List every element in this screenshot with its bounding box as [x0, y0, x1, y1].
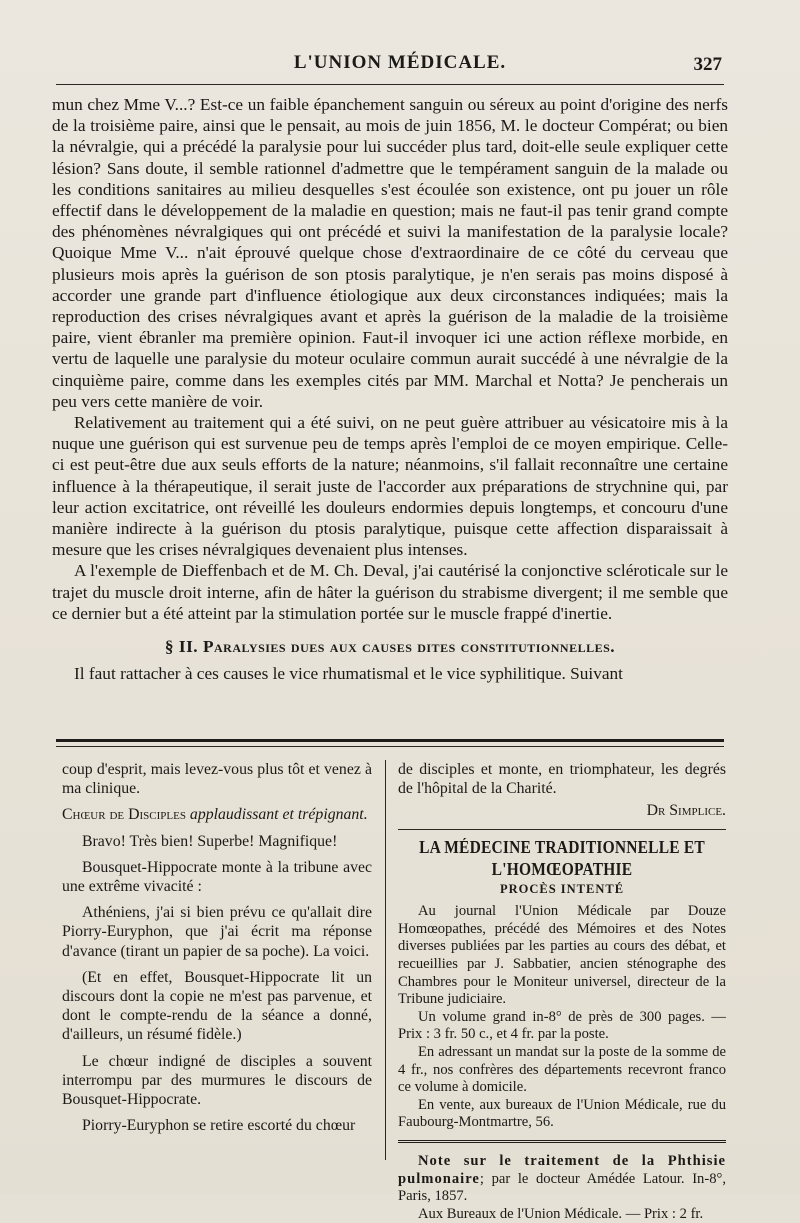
advertisement-paragraph: Au journal l'Union Médicale par Douze Homœopathes, précédé des Mémoires et des Notes diverses publiées par les parties au cours des débat, et recueillies par J. Sabbatier, ancien sténographe des Chambres pour le Moniteur universel, directeur de la Tribune judiciaire. [398, 903, 726, 1008]
running-head [0, 52, 800, 82]
feuilleton-paragraph: Bousquet-Hippocrate monte à la tribune avec une extrême vivacité : [62, 858, 372, 896]
feuilleton-rule-thin [56, 746, 724, 747]
book-notice-title: Note sur le traitement de la Phthisie pulmonaire [398, 1152, 726, 1187]
advertisement-paragraph: En vente, aux bureaux de l'Union Médicale, rue du Faubourg-Montmartre, 56. [398, 1096, 726, 1131]
article-paragraph: Il faut rattacher à ces causes le vice rhumatismal et le vice syphilitique. Suivant [74, 664, 623, 684]
signature: Dr Simplice. [646, 802, 726, 820]
book-notice [398, 1153, 726, 1223]
book-notice-details: ; par le docteur Amédée Latour. In-8°, Paris, 1857. [398, 1170, 726, 1205]
article-paragraph: A l'exemple de Dieffenbach et de M. Ch. Deval, j'ai cautérisé la conjonctive scléroticale sur le trajet du muscle droit interne, afin de hâter la guérison du strabisme divergent; il me semble que ce dernier but a été atteint par la stimulation portée sur le muscle frappé d'inertie. [52, 561, 728, 623]
feuilleton-paragraph: Athéniens, j'ai si bien prévu ce qu'allait dire Piorry-Euryphon, que j'ai écrit ma réponse d'avance (tirant un papier de sa poche). La voici. [62, 904, 372, 960]
feuilleton-left-column [62, 760, 372, 1142]
chorus-label: Chœur de Disciples [62, 806, 186, 824]
journal-title: L'UNION MÉDICALE. [293, 52, 507, 73]
feuilleton-paragraph: Piorry-Euryphon se retire escorté du chœur [82, 1117, 356, 1135]
header-rule [56, 84, 724, 85]
advertisement-paragraph: Un volume grand in-8° de près de 300 pages. — Prix : 3 fr. 50 c., et 4 fr. par la poste. [398, 1008, 726, 1043]
book-notice-price: Aux Bureaux de l'Union Médicale. — Prix : 2 fr. [418, 1205, 704, 1222]
column-rule [398, 829, 726, 830]
page-number: 327 [693, 54, 722, 75]
section-heading: § II. Paralysies dues aux causes dites constitutionnelles. [164, 637, 616, 657]
feuilleton-paragraph: (Et en effet, Bousquet-Hippocrate lit un discours dont la copie ne m'est pas parvenue, et dont le compte-rendu de la séance a donné, d'ailleurs, un résumé fidèle.) [62, 968, 372, 1044]
book-notice-paragraph [398, 1153, 726, 1206]
main-article [52, 94, 728, 684]
feuilleton-paragraph: Bravo! Très bien! Superbe! Magnifique! [82, 832, 338, 850]
advertisement-paragraph: En adressant un mandat sur la poste de la somme de 4 fr., nos confrères des départements recevront franco ce volume à domicile. [398, 1043, 726, 1096]
column-rule-double [398, 1140, 726, 1143]
article-paragraph: mun chez Mme V...? Est-ce un faible épanchement sanguin ou séreux au point d'origine des nerfs de la troisième paire, ainsi que le pensait, au mois de juin 1856, M. le docteur Compérat; ou bien la névralgie, qui a précédé la paralysie pour lui succéder plus tard, doit-elle seule expliquer cette lésion? Sans doute, il semble rationnel d'admettre que le tempérament sanguin de la malade ou les conditions sanitaires au milieu desquelles s'est écoulée son existence, ont pu jouer un rôle effectif dans le développement de la maladie en question; mais ne faut-il pas tenir grand compte des phénomènes névralgiques qui ont précédé et suivi la manifestation de la paralysie locale? Quoique Mme V... n'ait éprouvé quelque chose d'extraordinaire de ce côté du cerveau que plusieurs mois après la guérison de son ptosis paralytique, je n'en serais pas moins disposé à accorder une grande part d'influence étiologique aux deux circonstances indiquées; mais la reproduction des crises névralgiques avant et après la guérison de la maladie de la troisième paire, vient ébranler ma première opinion. Faut-il invoquer ici une action réflexe morbide, en vertu de laquelle une paralysie du moteur oculaire commun aurait succédé à une névralgie de la cinquième paire, comme dans les exemples cités par MM. Marchal et Notta? Je pencherais un peu vers cette manière de voir. [52, 95, 728, 411]
feuilleton-paragraph: de disciples et monte, en triomphateur, les degrés de l'hôpital de la Charité. [398, 761, 726, 798]
feuilleton-paragraph: coup d'esprit, mais levez-vous plus tôt et venez à ma clinique. [62, 761, 372, 798]
feuilleton-right-column [398, 760, 726, 1223]
stage-direction [62, 805, 372, 824]
article-paragraph: Relativement au traitement qui a été suivi, on ne peut guère attribuer au vésicatoire mis à la nuque une guérison qui est survenue peu de temps après l'emploi de ce moyen empirique. Celle-ci est peut-être due aux seuls efforts de la nature; néanmoins, s'il fallait reconnaître une certaine influence à la thérapeutique, il serait juste de l'accorder aux préparations de strychnine qui, par leur action excitatrice, ont réveillé les douleurs endormies depuis longtemps, et concouru d'une manière indirecte à la guérison du ptosis paralytique, puisque cette affection disparaissait à mesure que les crises névralgiques devenaient plus intenses. [52, 413, 728, 560]
column-divider [385, 760, 386, 1160]
feuilleton-paragraph: Le chœur indigné de disciples a souvent interrompu par des murmures le discours de Bousquet-Hippocrate. [62, 1052, 372, 1109]
advertisement-subtitle: PROCÈS INTENTÉ [499, 882, 625, 897]
advertisement-title: LA MÉDECINE TRADITIONNELLE ET L'HOMŒOPATHIE [419, 837, 705, 880]
advertisement-body [398, 903, 726, 1132]
feuilleton-rule [56, 739, 724, 742]
chorus-direction: applaudissant et trépignant. [189, 806, 368, 824]
